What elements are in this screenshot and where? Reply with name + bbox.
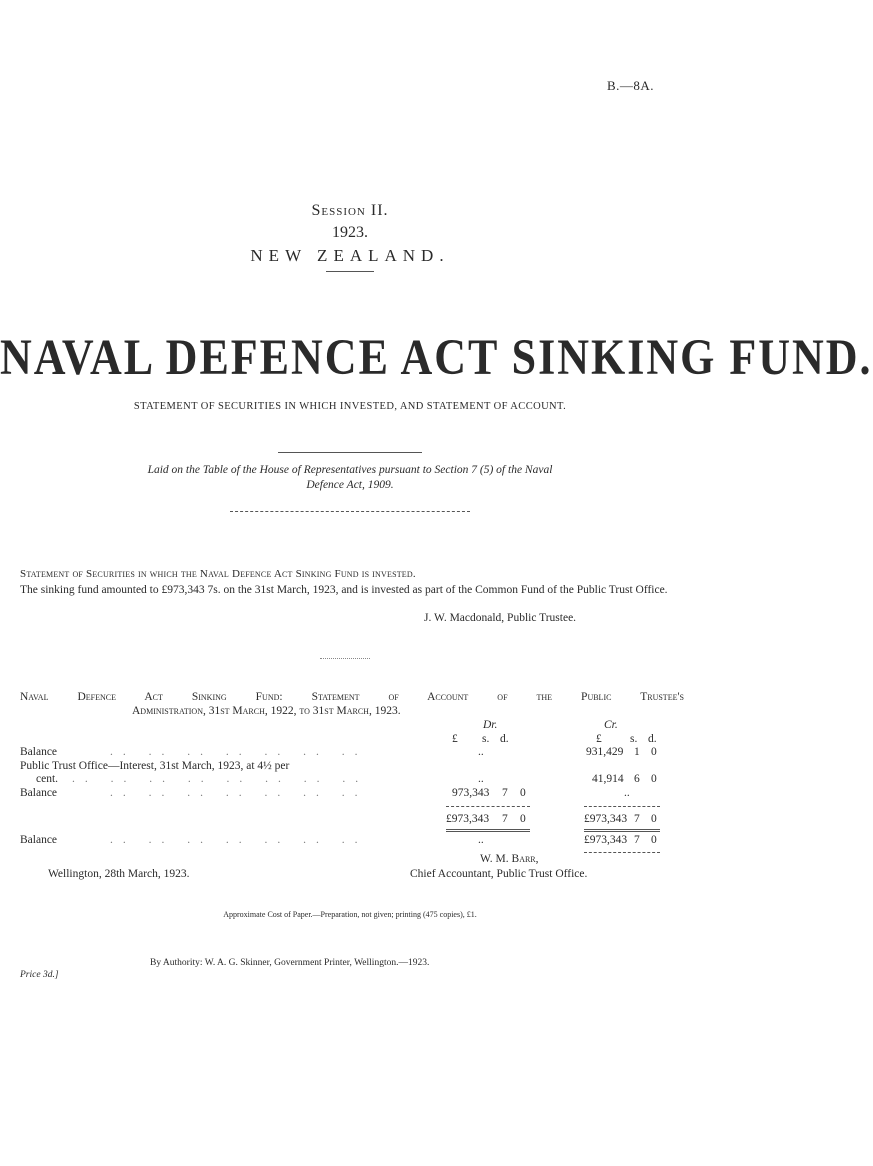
cr-unit-d: d. [648,733,657,745]
dr-total-pounds: £973,343 [446,813,490,825]
cr-pence: 0 [651,834,657,846]
cr-pence: 0 [651,773,657,785]
row-label-continued: cent. [36,773,59,785]
cr-unit-s: s. [630,733,638,745]
cr-shillings: 7 [634,834,640,846]
divider [278,452,422,453]
laid-on-table-note [100,463,600,493]
session-label: Session II. [311,202,389,219]
account-heading-line-1: Naval Defence Act Sinking Fund: Statement of Account of the Public Trustee's [20,691,684,703]
laid-line-1: Laid on the Table of the House of Representatives pursuant to Section 7 (5) of the Naval [147,464,553,476]
cr-shillings: 1 [634,746,640,758]
double-rule [446,829,530,830]
country-label: NEW ZEALAND. [250,246,450,265]
securities-body: The sinking fund amounted to £973,343 7s. on the 31st March, 1923, and is invested as part of the Common Fund of the Public Trust Office. [20,584,668,596]
divider [320,658,370,659]
place-date: Wellington, 28th March, 1923. [48,868,190,880]
dr-label: Dr. [483,719,498,731]
row-label: Public Trust Office—Interest, 31st March, 1923, at 4½ per [20,760,290,772]
leader-dots: .. .. .. .. .. .. .. [110,834,368,846]
total-rule [446,806,530,807]
cr-total-shillings: 7 [634,813,640,825]
cr-label: Cr. [604,719,618,731]
divider [230,511,470,512]
page-title: NAVAL DEFENCE ACT SINKING FUND. [0,329,873,386]
row-label: Balance [20,787,58,799]
row-label: Balance [20,746,58,758]
cost-note: Approximate Cost of Paper.—Preparation, not given; printing (475 copies), £1. [223,910,477,919]
leader-dots: .. .. .. .. .. .. .. [110,746,368,758]
total-rule [584,806,660,807]
dr-pounds: 973,343 [452,787,490,799]
cr-pounds: £973,343 [584,834,628,846]
closing-rule [584,852,660,853]
accountant-title: Chief Accountant, Public Trust Office. [410,868,588,880]
trustee-signature: J. W. Macdonald, Public Trustee. [424,612,577,624]
printer-imprint: By Authority: W. A. G. Skinner, Government Printer, Wellington.—1923. [150,958,430,968]
dr-unit-d: d. [500,733,509,745]
divider [326,271,374,272]
dr-pence: 0 [520,787,526,799]
dr-total-pence: 0 [520,813,526,825]
cr-total-pounds: £973,343 [584,813,628,825]
cr-shillings: 6 [634,773,640,785]
paper-reference: B.—8A. [606,78,654,93]
year-label: 1923. [332,224,368,241]
double-rule [584,831,660,832]
dr-unit-s: s. [482,733,490,745]
row-label: Balance [20,834,58,846]
laid-line-2: Defence Act, 1909. [306,479,394,491]
page-subtitle: STATEMENT OF SECURITIES IN WHICH INVESTED, AND STATEMENT OF ACCOUNT. [133,401,567,412]
dr-total-shillings: 7 [502,813,508,825]
cr-unit-pound: £ [596,733,602,745]
cr-total-pence: 0 [651,813,657,825]
leader-dots: .. .. .. .. .. .. .. [110,787,368,799]
account-heading [20,690,684,718]
account-heading-line-2: Administration, 31st March, 1922, to 31st March, 1923. [132,705,401,717]
double-rule [584,829,660,830]
accountant-name: W. M. Barr, [480,853,539,865]
cr-pounds: 41,914 [592,773,624,785]
double-rule [446,831,530,832]
securities-heading: Statement of Securities in which the Naval Defence Act Sinking Fund is invested. [20,568,416,580]
leader-dots: .. .. .. .. .. .. .. .. [72,773,369,785]
cr-pounds: 931,429 [586,746,624,758]
price-label: Price 3d.] [20,970,59,980]
cr-value: .. [624,787,630,799]
cr-pence: 0 [651,746,657,758]
dr-value: .. [478,834,484,846]
dr-unit-pound: £ [452,733,458,745]
dr-shillings: 7 [502,787,508,799]
dr-value: .. [478,746,484,758]
dr-value: .. [478,773,484,785]
